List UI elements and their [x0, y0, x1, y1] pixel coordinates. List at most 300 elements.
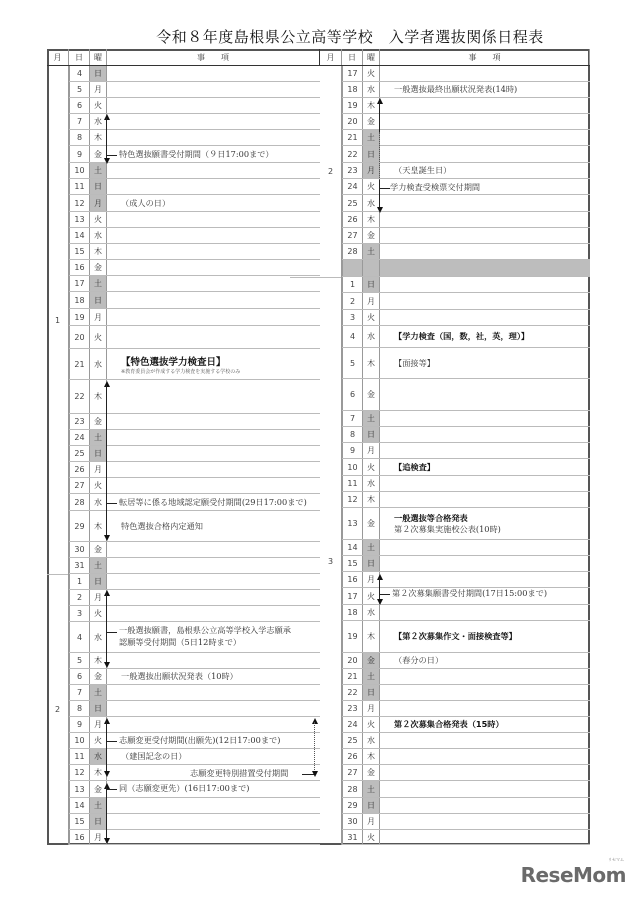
day-cell: 18 — [342, 82, 363, 97]
event-cell — [107, 244, 320, 259]
day-cell: 1 — [69, 574, 90, 589]
arrow-down-icon — [104, 771, 110, 777]
event-cell — [107, 195, 320, 211]
event-cell — [107, 326, 320, 348]
event-subtext: 第２次募集実施校公表(10時) — [394, 523, 501, 534]
weekday-cell: 日 — [90, 574, 107, 589]
day-cell: 18 — [69, 292, 90, 308]
arrow-up-icon — [377, 98, 383, 104]
event-cell — [380, 572, 590, 587]
event-cell — [380, 556, 590, 571]
period-line — [379, 102, 380, 132]
event-cell — [380, 508, 590, 539]
day-cell: 25 — [342, 195, 363, 211]
weekday-cell: 水 — [90, 622, 107, 652]
weekday-cell: 火 — [90, 212, 107, 227]
day-cell: 8 — [69, 701, 90, 716]
day-cell: 20 — [69, 326, 90, 348]
day-cell: 21 — [342, 669, 363, 684]
weekday-cell: 金 — [90, 669, 107, 684]
month-february: 2 — [320, 66, 342, 277]
day-cell: 5 — [69, 653, 90, 668]
weekday-cell: 月 — [90, 309, 107, 325]
table-row — [342, 244, 590, 260]
weekday-cell: 水 — [363, 326, 380, 347]
table-row — [342, 765, 590, 781]
day-cell: 7 — [69, 685, 90, 700]
weekday-cell: 金 — [90, 260, 107, 275]
weekday-cell: 土 — [363, 411, 380, 426]
weekday-cell: 日 — [90, 292, 107, 308]
weekday-cell: 火 — [363, 179, 380, 194]
event-cell — [380, 717, 590, 732]
weekday-cell: 金 — [363, 114, 380, 129]
day-cell: 2 — [342, 293, 363, 309]
weekday-cell: 水 — [363, 733, 380, 748]
weekday-cell: 木 — [90, 653, 107, 668]
period-label-chiiki: 転居等に係る地域認定願受付期間(29日17:00まで) — [119, 497, 307, 507]
event-note: ※教育委員会が作成する学力検査を実施する学校のみ — [121, 368, 241, 375]
day-cell: 21 — [69, 349, 90, 379]
period-label-ippan-1: 一般選抜願書，島根県公立高等学校入学志願承 — [119, 625, 291, 635]
day-cell: 9 — [69, 717, 90, 732]
event-cell — [107, 380, 320, 413]
period-line-dotted — [314, 722, 316, 774]
event-cell — [380, 701, 590, 716]
table-row — [69, 276, 320, 292]
period-line — [106, 594, 107, 664]
event-cell — [380, 621, 590, 652]
event-cell — [380, 669, 590, 684]
event-cell — [380, 492, 590, 507]
arrow-up-icon — [377, 574, 383, 580]
day-cell: 22 — [69, 380, 90, 413]
weekday-cell: 木 — [90, 765, 107, 780]
period-tick — [107, 155, 117, 156]
weekday-cell: 月 — [90, 462, 107, 477]
table-row — [342, 82, 590, 98]
day-cell: 31 — [342, 830, 363, 844]
weekday-cell: 月 — [90, 195, 107, 211]
day-cell: 14 — [69, 798, 90, 813]
day-cell: 5 — [342, 348, 363, 378]
event-cell — [107, 701, 320, 716]
day-cell: 28 — [69, 494, 90, 510]
event-text: （建国記念の日） — [121, 751, 187, 761]
day-cell: 8 — [342, 427, 363, 442]
event-cell — [380, 798, 590, 813]
weekday-cell: 水 — [90, 494, 107, 510]
weekday-cell: 金 — [90, 414, 107, 429]
table-row — [342, 556, 590, 572]
weekday-cell: 木 — [363, 492, 380, 507]
weekday-cell: 木 — [90, 130, 107, 145]
table-header-right — [320, 49, 590, 66]
period-tick — [380, 188, 390, 189]
table-row — [342, 508, 590, 540]
table-row — [342, 228, 590, 244]
event-cell — [107, 574, 320, 589]
day-cell: 11 — [342, 476, 363, 491]
event-text: 一般選抜出願状況発表（10時） — [121, 671, 238, 681]
weekday-cell: 土 — [90, 685, 107, 700]
event-cell — [380, 476, 590, 491]
header-day: 日 — [69, 49, 90, 65]
table-row — [342, 830, 590, 845]
day-cell: 18 — [342, 605, 363, 620]
arrow-up-icon — [104, 381, 110, 387]
event-cell — [107, 590, 320, 605]
month-divider-row — [342, 260, 590, 277]
table-row — [69, 326, 320, 349]
weekday-cell: 火 — [363, 717, 380, 732]
weekday-cell: 木 — [363, 212, 380, 227]
weekday-cell: 月 — [363, 701, 380, 716]
day-cell: 13 — [69, 212, 90, 227]
day-cell: 17 — [342, 588, 363, 604]
weekday-cell: 水 — [363, 82, 380, 97]
table-row — [69, 669, 320, 685]
day-cell: 3 — [69, 606, 90, 621]
header-event: 事 項 — [380, 49, 590, 65]
event-cell — [107, 462, 320, 477]
table-row — [342, 427, 590, 443]
weekday-cell: 土 — [90, 163, 107, 178]
table-row — [69, 542, 320, 558]
table-row — [69, 228, 320, 244]
logo-kana: リセマム — [608, 857, 624, 862]
weekday-cell: 日 — [90, 179, 107, 194]
table-row — [342, 492, 590, 508]
event-cell — [107, 717, 320, 732]
event-cell — [107, 98, 320, 113]
weekday-cell: 金 — [363, 228, 380, 243]
day-cell: 24 — [69, 430, 90, 445]
event-cell — [380, 685, 590, 700]
weekday-cell: 金 — [363, 765, 380, 780]
period-label-shigan-henkou-saki: 同（志願変更先）(16日17:00まで) — [119, 783, 250, 793]
event-cell — [107, 163, 320, 178]
period-line — [106, 385, 107, 537]
weekday-cell: 月 — [90, 590, 107, 605]
arrow-down-icon — [104, 838, 110, 844]
event-cell — [380, 765, 590, 780]
day-cell: 16 — [69, 830, 90, 844]
table-row — [342, 717, 590, 733]
day-cell: 15 — [69, 814, 90, 829]
period-tick — [380, 594, 390, 595]
event-cell — [380, 146, 590, 162]
weekday-cell: 金 — [363, 379, 380, 410]
event-cell — [380, 310, 590, 325]
event-cell — [107, 814, 320, 829]
event-cell — [107, 542, 320, 557]
day-cell: 25 — [342, 733, 363, 748]
weekday-cell: 金 — [90, 781, 107, 797]
event-cell — [380, 98, 590, 113]
weekday-cell: 木 — [363, 98, 380, 113]
weekday-cell: 火 — [90, 98, 107, 113]
event-cell — [107, 446, 320, 461]
day-cell: 29 — [69, 511, 90, 541]
weekday-cell: 日 — [363, 685, 380, 700]
weekday-cell: 土 — [363, 540, 380, 555]
table-row — [342, 310, 590, 326]
day-cell: 13 — [342, 508, 363, 539]
day-cell: 27 — [69, 478, 90, 493]
event-cell — [107, 669, 320, 684]
day-cell: 11 — [69, 179, 90, 194]
table-row — [342, 212, 590, 228]
table-row — [342, 701, 590, 717]
day-cell: 17 — [342, 66, 363, 81]
day-cell: 19 — [342, 621, 363, 652]
event-cell — [107, 414, 320, 429]
day-cell: 19 — [69, 309, 90, 325]
day-cell: 7 — [342, 411, 363, 426]
header-weekday: 曜 — [363, 49, 380, 65]
event-text: 【学力検査（国，数，社，英，理）】 — [394, 331, 530, 341]
day-cell: 23 — [69, 414, 90, 429]
arrow-up-icon — [104, 718, 110, 724]
day-cell: 20 — [342, 653, 363, 668]
day-cell: 12 — [69, 195, 90, 211]
event-cell — [107, 179, 320, 194]
weekday-cell: 水 — [90, 349, 107, 379]
weekday-cell: 土 — [363, 244, 380, 259]
resemom-logo — [520, 857, 626, 887]
period-line — [106, 787, 107, 840]
day-cell: 29 — [342, 798, 363, 813]
weekday-cell: 土 — [363, 130, 380, 145]
event-cell — [380, 605, 590, 620]
table-header-left — [47, 49, 320, 66]
event-cell — [107, 685, 320, 700]
month-january: 1 — [47, 66, 69, 574]
day-cell: 26 — [342, 749, 363, 764]
weekday-cell: 日 — [90, 446, 107, 461]
table-row — [342, 798, 590, 814]
day-cell: 25 — [69, 446, 90, 461]
table-row — [342, 459, 590, 476]
event-cell — [107, 114, 320, 129]
event-cell — [380, 781, 590, 797]
event-cell — [380, 66, 590, 81]
weekday-cell: 火 — [90, 326, 107, 348]
day-cell: 8 — [69, 130, 90, 145]
weekday-cell: 金 — [90, 146, 107, 162]
table-row — [69, 212, 320, 228]
arrow-down-icon — [377, 599, 383, 605]
day-cell: 24 — [342, 717, 363, 732]
event-cell — [107, 511, 320, 541]
table-row — [69, 179, 320, 195]
weekday-cell: 水 — [363, 605, 380, 620]
day-cell: 30 — [342, 814, 363, 829]
event-cell — [107, 798, 320, 813]
event-cell — [107, 558, 320, 573]
day-cell: 22 — [342, 146, 363, 162]
event-text: 【面接等】 — [394, 357, 435, 368]
day-cell: 24 — [342, 179, 363, 194]
weekday-cell: 月 — [363, 814, 380, 829]
header-day: 日 — [342, 49, 363, 65]
day-cell: 15 — [69, 244, 90, 259]
table-row — [342, 814, 590, 830]
weekday-cell: 日 — [90, 701, 107, 716]
table-row — [69, 685, 320, 701]
event-cell — [107, 830, 320, 844]
table-row — [69, 163, 320, 179]
event-text: 一般選抜最終出願状況発表(14時) — [394, 84, 518, 94]
table-row — [342, 621, 590, 653]
arrow-down-icon — [104, 158, 110, 164]
day-cell: 1 — [342, 277, 363, 292]
table-row — [69, 244, 320, 260]
period-tick — [107, 789, 117, 790]
arrow-down-icon — [104, 662, 110, 668]
weekday-cell: 火 — [363, 66, 380, 81]
day-cell: 23 — [342, 701, 363, 716]
table-row — [342, 277, 590, 293]
weekday-cell: 火 — [363, 588, 380, 604]
event-cell — [107, 749, 320, 764]
period-label-jukenhyo: 学力検査受検票交付期間 — [390, 182, 481, 192]
table-row — [342, 379, 590, 411]
header-month: 月 — [47, 49, 69, 65]
weekday-cell: 木 — [363, 348, 380, 378]
table-row — [69, 66, 320, 82]
day-cell: 27 — [342, 228, 363, 243]
event-cell — [380, 540, 590, 555]
event-cell — [380, 411, 590, 426]
day-cell: 13 — [69, 781, 90, 797]
arrow-up-icon — [104, 114, 110, 120]
event-cell — [380, 653, 590, 668]
weekday-cell: 月 — [363, 293, 380, 309]
event-cell — [380, 163, 590, 178]
event-cell — [380, 814, 590, 829]
day-cell: 30 — [69, 542, 90, 557]
weekday-cell: 木 — [90, 380, 107, 413]
day-cell: 6 — [69, 669, 90, 684]
period-tick — [302, 774, 314, 775]
arrow-down-icon — [377, 207, 383, 213]
day-cell: 12 — [69, 765, 90, 780]
day-cell: 10 — [69, 733, 90, 748]
weekday-cell: 月 — [363, 443, 380, 458]
period-label-ippan-2: 認願等受付期間（5日12時まで） — [119, 637, 242, 647]
weekday-cell: 月 — [363, 572, 380, 587]
day-cell: 22 — [342, 685, 363, 700]
event-cell — [107, 66, 320, 81]
table-row — [342, 66, 590, 82]
event-cell — [107, 349, 320, 379]
day-cell: 28 — [342, 781, 363, 797]
weekday-cell: 月 — [90, 82, 107, 97]
event-cell — [107, 430, 320, 445]
weekday-cell: 水 — [363, 195, 380, 211]
weekday-cell: 水 — [90, 114, 107, 129]
table-row — [342, 733, 590, 749]
weekday-cell: 日 — [90, 814, 107, 829]
weekday-cell: 火 — [363, 459, 380, 475]
weekday-cell: 日 — [363, 556, 380, 571]
table-row — [342, 348, 590, 379]
table-row — [69, 309, 320, 326]
event-cell — [380, 326, 590, 347]
header-event: 事 項 — [107, 49, 320, 65]
weekday-cell: 木 — [90, 244, 107, 259]
event-cell — [380, 733, 590, 748]
weekday-cell: 木 — [90, 511, 107, 541]
event-text: （天皇誕生日） — [394, 165, 452, 175]
table-row — [342, 293, 590, 310]
day-cell: 3 — [342, 310, 363, 325]
event-cell — [380, 348, 590, 378]
day-cell: 11 — [69, 749, 90, 764]
header-weekday: 曜 — [90, 49, 107, 65]
event-cell — [380, 379, 590, 410]
event-text: 一般選抜等合格発表 — [394, 512, 468, 523]
weekday-cell: 土 — [363, 669, 380, 684]
arrow-down-icon — [104, 535, 110, 541]
period-line — [379, 180, 380, 210]
table-row — [342, 653, 590, 669]
table-row — [69, 574, 320, 590]
table-row — [342, 781, 590, 798]
period-label-shigan-henkou: 志願変更受付期間(出願先)(12日17:00まで) — [119, 735, 281, 745]
day-cell: 2 — [69, 590, 90, 605]
day-cell: 10 — [342, 459, 363, 475]
table-row — [342, 476, 590, 492]
weekday-cell: 土 — [90, 430, 107, 445]
day-cell: 23 — [342, 163, 363, 178]
event-cell — [380, 195, 590, 211]
weekday-cell: 日 — [90, 66, 107, 81]
event-cell — [380, 260, 590, 276]
table-row — [69, 98, 320, 114]
weekday-cell: 木 — [363, 749, 380, 764]
weekday-cell: 水 — [90, 228, 107, 243]
table-row — [342, 669, 590, 685]
event-cell — [107, 260, 320, 275]
event-text: 第２次募集合格発表（15時） — [394, 719, 504, 729]
day-cell: 26 — [342, 212, 363, 227]
weekday-cell: 火 — [363, 830, 380, 844]
month-february: 2 — [47, 574, 69, 845]
weekday-cell: 月 — [90, 717, 107, 732]
weekday-cell: 日 — [363, 146, 380, 162]
event-cell — [380, 830, 590, 844]
event-cell — [107, 292, 320, 308]
event-cell — [380, 749, 590, 764]
day-cell: 28 — [342, 244, 363, 259]
weekday-cell: 火 — [363, 310, 380, 325]
event-cell — [380, 82, 590, 97]
period-line-dotted — [379, 132, 381, 180]
event-cell — [107, 606, 320, 621]
weekday-cell: 土 — [363, 781, 380, 797]
event-cell — [380, 212, 590, 227]
period-label-dai2-gansho: 第２次募集願書受付期間(17日15:00まで) — [392, 588, 548, 598]
day-cell: 7 — [69, 114, 90, 129]
day-cell: 20 — [342, 114, 363, 129]
event-cell — [107, 130, 320, 145]
event-cell — [107, 82, 320, 97]
weekday-cell: 土 — [90, 798, 107, 813]
day-cell: 19 — [342, 98, 363, 113]
